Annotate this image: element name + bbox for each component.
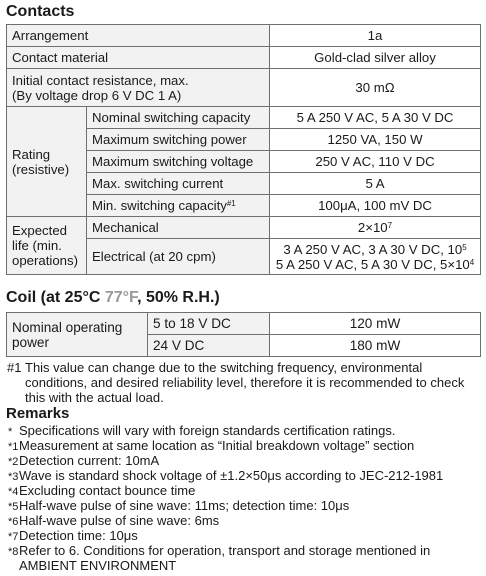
rating-row-value: 100μA, 100 mV DC — [270, 195, 481, 217]
table-row — [7, 47, 481, 69]
coil-voltage-range: 24 V DC — [148, 335, 270, 357]
mechanical-exponent: 7 — [387, 221, 393, 230]
rating-row-label: Nominal switching capacity — [87, 107, 270, 129]
rating-row-label-cell — [87, 195, 270, 217]
resistance-label-line: (By voltage drop 6 V DC 1 A) — [12, 87, 182, 103]
life-label-line: life (min. — [12, 238, 62, 253]
table-row — [7, 107, 481, 129]
contacts-heading: Contacts — [6, 3, 75, 20]
table-row — [7, 69, 481, 107]
rating-row-label: Max. switching current — [87, 173, 270, 195]
electrical-line-text: 5 A 250 V AC, 5 A 30 V DC, 5×10 — [275, 256, 470, 272]
table-row — [7, 25, 481, 47]
electrical-line — [270, 242, 480, 257]
remark-continuation: AMBIENT ENVIRONMENT — [19, 558, 177, 573]
remark-mark: *5 — [8, 501, 19, 513]
remark-mark: * — [8, 426, 13, 438]
coil-power-value: 120 mW — [270, 313, 481, 335]
remark-text: Detection time: 10μs — [19, 528, 138, 543]
mechanical-base: 2×10 — [357, 220, 388, 235]
remark-mark: *7 — [8, 531, 19, 543]
remark-text: Excluding contact bounce time — [19, 483, 196, 498]
remark-mark: *4 — [8, 486, 19, 498]
remarks-heading: Remarks — [6, 405, 70, 422]
nominal-power-label — [7, 313, 148, 357]
electrical-exponent: 4 — [469, 257, 475, 267]
remark-text: Half-wave pulse of sine wave: 11ms; detection time: 10μs — [19, 498, 350, 513]
coil-heading-text: Coil (at 25°C — [6, 289, 105, 306]
remark-text: Wave is standard shock voltage of ±1.2×50μs according to JEC-212-1981 — [19, 468, 444, 483]
rating-label — [7, 107, 87, 217]
rating-row-value: 1250 VA, 150 W — [270, 129, 481, 151]
nominal-power-label-line: power — [12, 334, 50, 350]
remark-mark: *6 — [8, 516, 19, 528]
resistance-label — [7, 69, 270, 107]
electrical-value — [270, 239, 481, 275]
nominal-power-label-line: Nominal operating — [12, 319, 123, 335]
arrangement-label: Arrangement — [7, 25, 270, 47]
footnote-mark: #1 — [7, 360, 22, 375]
rating-row-label: Min. switching capacity — [92, 198, 227, 213]
remark-text: Refer to 6. Conditions for operation, transport and storage mentioned in — [19, 543, 431, 558]
rating-label-line: (resistive) — [12, 161, 70, 177]
electrical-line — [270, 257, 480, 272]
footnote-mark: #1 — [226, 199, 236, 208]
material-value: Gold-clad silver alloy — [270, 47, 481, 69]
remark-text: Half-wave pulse of sine wave: 6ms — [19, 513, 220, 528]
coil-heading-text: , 50% R.H.) — [137, 289, 220, 306]
resistance-value: 30 mΩ — [270, 69, 481, 107]
electrical-exponent: 5 — [462, 242, 467, 252]
material-label: Contact material — [7, 47, 270, 69]
remark-mark: *2 — [8, 456, 19, 468]
mechanical-label: Mechanical — [87, 217, 270, 239]
coil-heading — [6, 289, 220, 307]
rating-label-line: Rating — [12, 146, 51, 162]
coil-heading-fahrenheit: 77°F — [104, 289, 138, 306]
remark-text: Detection current: 10mA — [19, 453, 160, 468]
mechanical-value — [270, 217, 481, 239]
rating-row-label: Maximum switching power — [87, 129, 270, 151]
rating-row-value: 5 A 250 V AC, 5 A 30 V DC — [270, 107, 481, 129]
life-label-line: Expected — [12, 223, 67, 238]
electrical-line-text: 3 A 250 V AC, 3 A 30 V DC, 10 — [283, 241, 463, 257]
remark-mark: *1 — [8, 441, 19, 453]
remark-text: Measurement at same location as “Initial breakdown voltage” section — [19, 438, 415, 453]
contacts-table — [6, 24, 481, 275]
footnote-text: This value can change due to the switching frequency, environmental conditions, and desired reliability level, therefore it is recommended to check this with the actual load. — [25, 360, 465, 405]
coil-power-value: 180 mW — [270, 335, 481, 357]
rating-row-value: 5 A — [270, 173, 481, 195]
arrangement-value: 1a — [270, 25, 481, 47]
coil-voltage-range: 5 to 18 V DC — [148, 313, 270, 335]
rating-row-value: 250 V AC, 110 V DC — [270, 151, 481, 173]
remark-mark: *3 — [8, 471, 19, 483]
table-row — [7, 217, 481, 239]
table-row — [7, 313, 481, 335]
life-label-line: operations) — [12, 253, 78, 268]
life-label — [7, 217, 87, 275]
coil-table — [6, 312, 481, 357]
electrical-label: Electrical (at 20 cpm) — [87, 239, 270, 275]
resistance-label-line: Initial contact resistance, max. — [12, 72, 189, 88]
rating-row-label: Maximum switching voltage — [87, 151, 270, 173]
remark-text: Specifications will vary with foreign standards certification ratings. — [19, 423, 396, 438]
remark-mark: *8 — [8, 546, 19, 558]
